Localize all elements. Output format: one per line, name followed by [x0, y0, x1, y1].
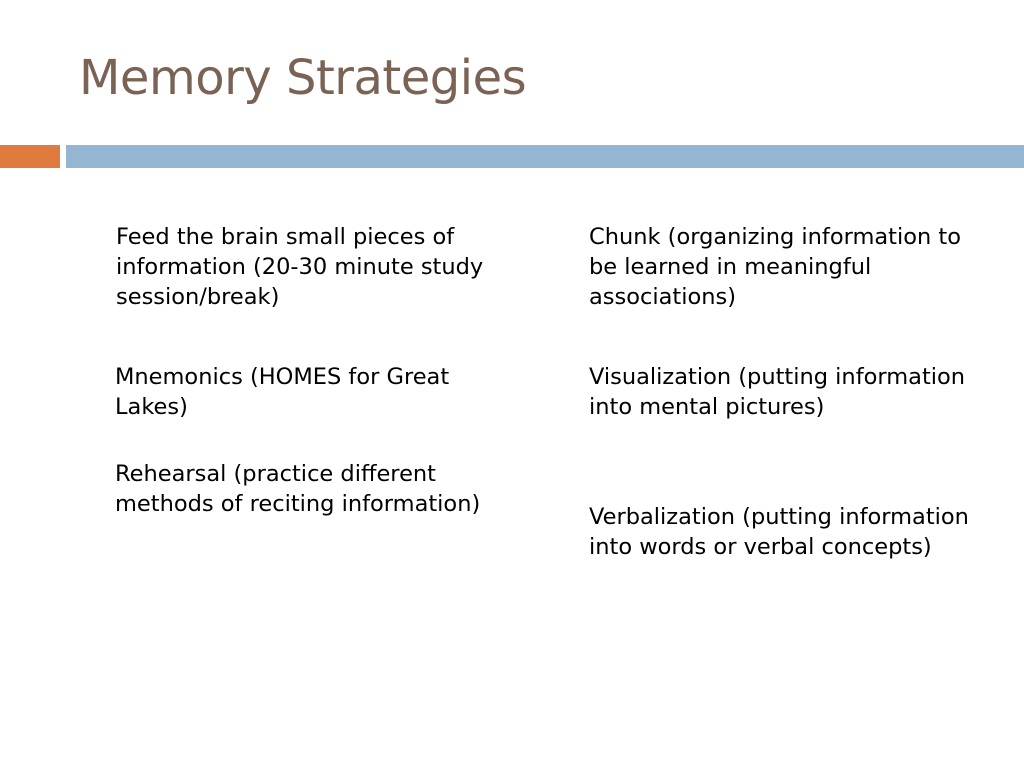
right-item-visualization: Visualization (putting information into mental pictures) [589, 364, 966, 420]
slide-title: Memory Strategies [79, 50, 527, 106]
left-item-rehearsal: Rehearsal (practice different methods of reciting information) [115, 461, 481, 517]
left-item-mnemonics: Mnemonics (HOMES for Great Lakes) [115, 364, 450, 420]
left-item-feed-the-brain: Feed the brain small pieces of information (20-30 minute study session/break) [116, 224, 484, 310]
right-item-chunk: Chunk (organizing information to be learned in meaningful associations) [589, 224, 962, 310]
right-item-verbalization: Verbalization (putting information into words or verbal concepts) [589, 504, 969, 560]
title-accent-bar [0, 145, 60, 168]
title-rule-bar [66, 145, 1024, 168]
